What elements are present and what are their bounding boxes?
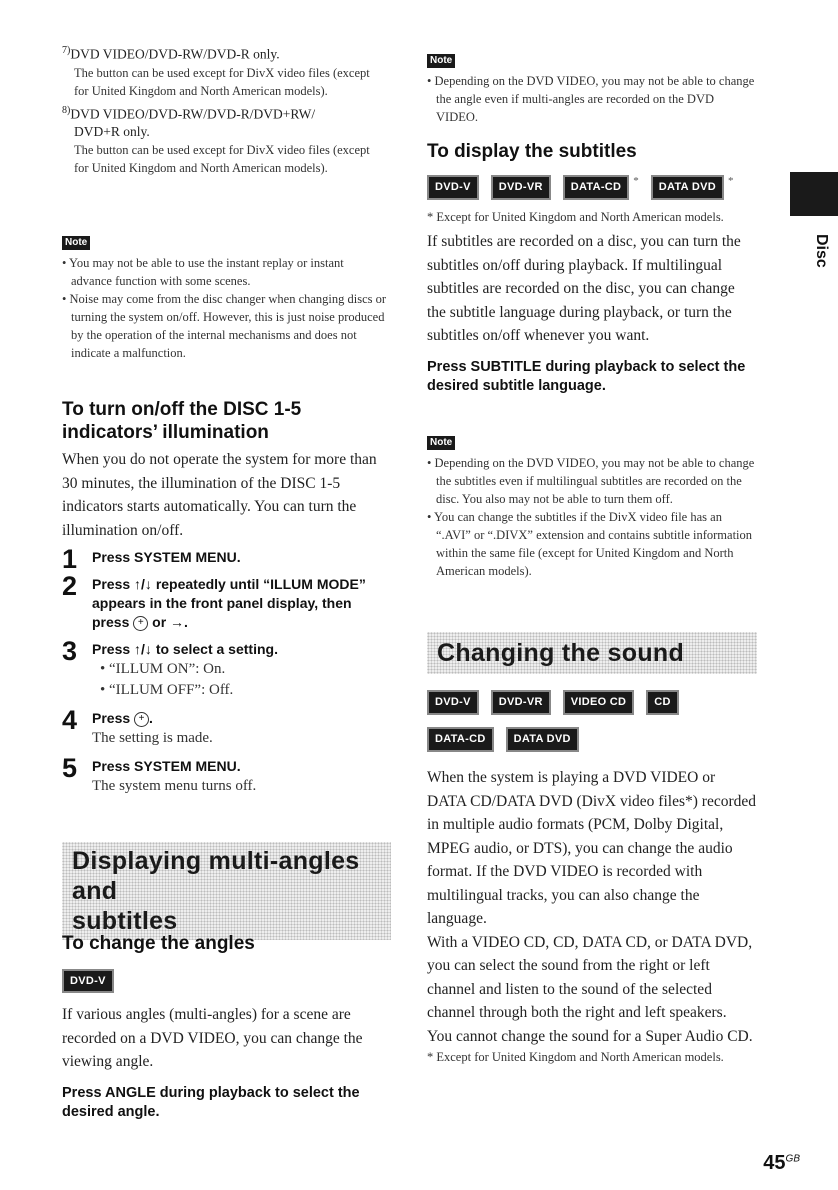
- section-title: To turn on/off the DISC 1-5 indicators’ illumination: [62, 399, 302, 443]
- step-result: The system menu turns off.: [92, 778, 257, 794]
- section-body: If various angles (multi-angles) for a scene are recorded on a DVD VIDEO, you can change the viewing angle.: [62, 1006, 363, 1070]
- disc-type-tag: DATA DVD: [651, 175, 724, 200]
- step-number: 1: [62, 544, 78, 574]
- section-body: When the system is playing a DVD VIDEO or DATA CD/DATA DVD (DivX video files*) recorded in multiple audio formats (PCM, Dolby Digital, MPEG audio, or DTS), you can change the audio format. If the DVD VIDEO is recorded with multilingual tracks, you can also change the language.: [427, 769, 756, 927]
- step-text-part: Press: [92, 710, 131, 726]
- step-text: [92, 575, 387, 632]
- footnote: * Except for United Kingdom and North American models.: [427, 1050, 724, 1064]
- section-body: You cannot change the sound for a Super Audio CD.: [427, 1027, 753, 1045]
- disc-type-tag: DATA-CD: [563, 175, 630, 200]
- section-title: To change the angles: [62, 933, 255, 954]
- footnote: * Except for United Kingdom and North American models.: [427, 210, 724, 224]
- step-number: 3: [62, 636, 78, 666]
- step-text: Press SYSTEM MENU.: [92, 549, 241, 565]
- disc-type-tag: DATA-CD: [427, 727, 494, 752]
- page-number-value: 45: [763, 1152, 786, 1174]
- instruction: Press ANGLE during playback to select the desired angle.: [62, 1084, 360, 1120]
- disc-type-tag: DATA DVD: [506, 727, 579, 752]
- step-5: [62, 753, 387, 797]
- footnote-7-title: DVD VIDEO/DVD-RW/DVD-R only.: [70, 46, 280, 62]
- disc-type-tag: DVD-V: [427, 175, 479, 200]
- footnote-8-mark: 8): [62, 104, 71, 116]
- step-text: Press ↑/↓ to select a setting.: [92, 641, 278, 657]
- note-block-1: [62, 232, 387, 362]
- banner-line: Displaying multi-angles and: [72, 847, 360, 905]
- step-4: [62, 705, 387, 749]
- banner-changing-sound: [427, 632, 757, 674]
- footnote-7-mark: 7): [62, 45, 71, 56]
- steps-list: [62, 544, 387, 797]
- disc-illumination-section: [62, 398, 387, 805]
- footnote-8-body: The button can be used except for DivX video files (except for United Kingdom and North American models).: [74, 143, 370, 175]
- disc-type-tags: [427, 690, 757, 752]
- chapter-label: Disc: [813, 234, 830, 268]
- disc-type-tag: VIDEO CD: [563, 690, 635, 715]
- note-badge: Note: [62, 236, 90, 250]
- step-text-part: Press ↑/↓ repeatedly until “ILLUM MODE” appears in the front panel display, then press: [92, 576, 366, 630]
- banner-multi-angles-subtitles: [62, 842, 391, 940]
- banner-line: Changing the sound: [437, 639, 685, 667]
- asterisk-mark: *: [633, 174, 639, 187]
- chapter-tab-marker: [790, 172, 838, 216]
- note-1-bullet-1: • You may not be able to use the instant replay or instant advance function with some scenes.: [62, 256, 344, 288]
- page-region-suffix: GB: [785, 1153, 800, 1165]
- asterisk-mark: *: [727, 174, 734, 187]
- disc-type-tag: DVD-V: [427, 690, 479, 715]
- step-option: • “ILLUM OFF”: Off.: [100, 682, 234, 698]
- step-1: [62, 544, 387, 574]
- disc-type-tag: DVD-VR: [491, 690, 551, 715]
- page-number: [763, 1152, 800, 1175]
- note-block-2: [427, 50, 757, 126]
- banner-line: subtitles: [72, 907, 178, 935]
- angles-section: [62, 932, 387, 1122]
- disc-type-tag: DVD-V: [62, 969, 114, 993]
- instruction: Press SUBTITLE during playback to select the desired subtitle language.: [427, 358, 746, 394]
- note-block-3: [427, 432, 757, 580]
- note-badge: Note: [427, 54, 455, 68]
- section-title: To display the subtitles: [427, 141, 637, 162]
- footnotes: [62, 42, 387, 177]
- step-text-part: or →.: [152, 614, 188, 630]
- footnote-7-body: The button can be used except for DivX video files (except for United Kingdom and North American models).: [74, 65, 370, 98]
- step-number: 5: [62, 753, 78, 783]
- note-3-bullet-1: • Depending on the DVD VIDEO, you may not be able to change the subtitles even if multilingual subtitles are recorded on the disc. You also may not be able to turn them off.: [427, 456, 755, 506]
- step-text: Press SYSTEM MENU.: [92, 758, 241, 774]
- disc-type-tag: CD: [646, 690, 679, 715]
- footnote-8-title: DVD VIDEO/DVD-RW/DVD-R/DVD+RW/: [70, 106, 316, 121]
- section-body: When you do not operate the system for more than 30 minutes, the illumination of the DISC 1-5 indicators starts automatically. You can turn the illumination on/off.: [62, 451, 377, 539]
- subtitles-section: [427, 140, 757, 396]
- disc-type-tag: DVD-VR: [491, 175, 551, 200]
- step-3: [62, 636, 387, 701]
- step-2: [62, 571, 387, 632]
- note-3-bullet-2: • You can change the subtitles if the DivX video file has an “.AVI” or “.DIVX” extension and contains subtitle information within the same file (except for United Kingdom and North American models).: [427, 510, 753, 578]
- step-result: The setting is made.: [92, 730, 213, 746]
- footnote-8-title-cont: DVD+R only.: [74, 124, 150, 139]
- sound-section: [427, 690, 757, 1066]
- disc-type-tags: [427, 175, 757, 200]
- section-body: If subtitles are recorded on a disc, you can turn the subtitles on/off during playback. If multilingual subtitles are recorded on the disc, you can change the subtitle language during playback, or turn the subtitles on/off whenever you want.: [427, 233, 741, 344]
- note-1-bullet-2: • Noise may come from the disc changer when changing discs or turning the system on/off. However, this is just noise produced by the operation of the internal mechanisms and does not indicate a malfunction.: [62, 292, 387, 360]
- enter-button-icon: +: [134, 712, 149, 727]
- enter-button-icon: +: [133, 616, 148, 631]
- step-number: 2: [62, 571, 78, 601]
- step-text: Press + .: [92, 710, 153, 726]
- section-body: With a VIDEO CD, CD, DATA CD, or DATA DVD, you can select the sound from the right or left channel and listen to the sound of the selected channel through both the right and left speakers.: [427, 933, 753, 1021]
- note-2-bullet-1: • Depending on the DVD VIDEO, you may not be able to change the angle even if multi-angles are recorded on the DVD VIDEO.: [427, 74, 755, 124]
- step-option: • “ILLUM ON”: On.: [100, 661, 226, 677]
- step-number: 4: [62, 705, 78, 735]
- note-badge: Note: [427, 436, 455, 450]
